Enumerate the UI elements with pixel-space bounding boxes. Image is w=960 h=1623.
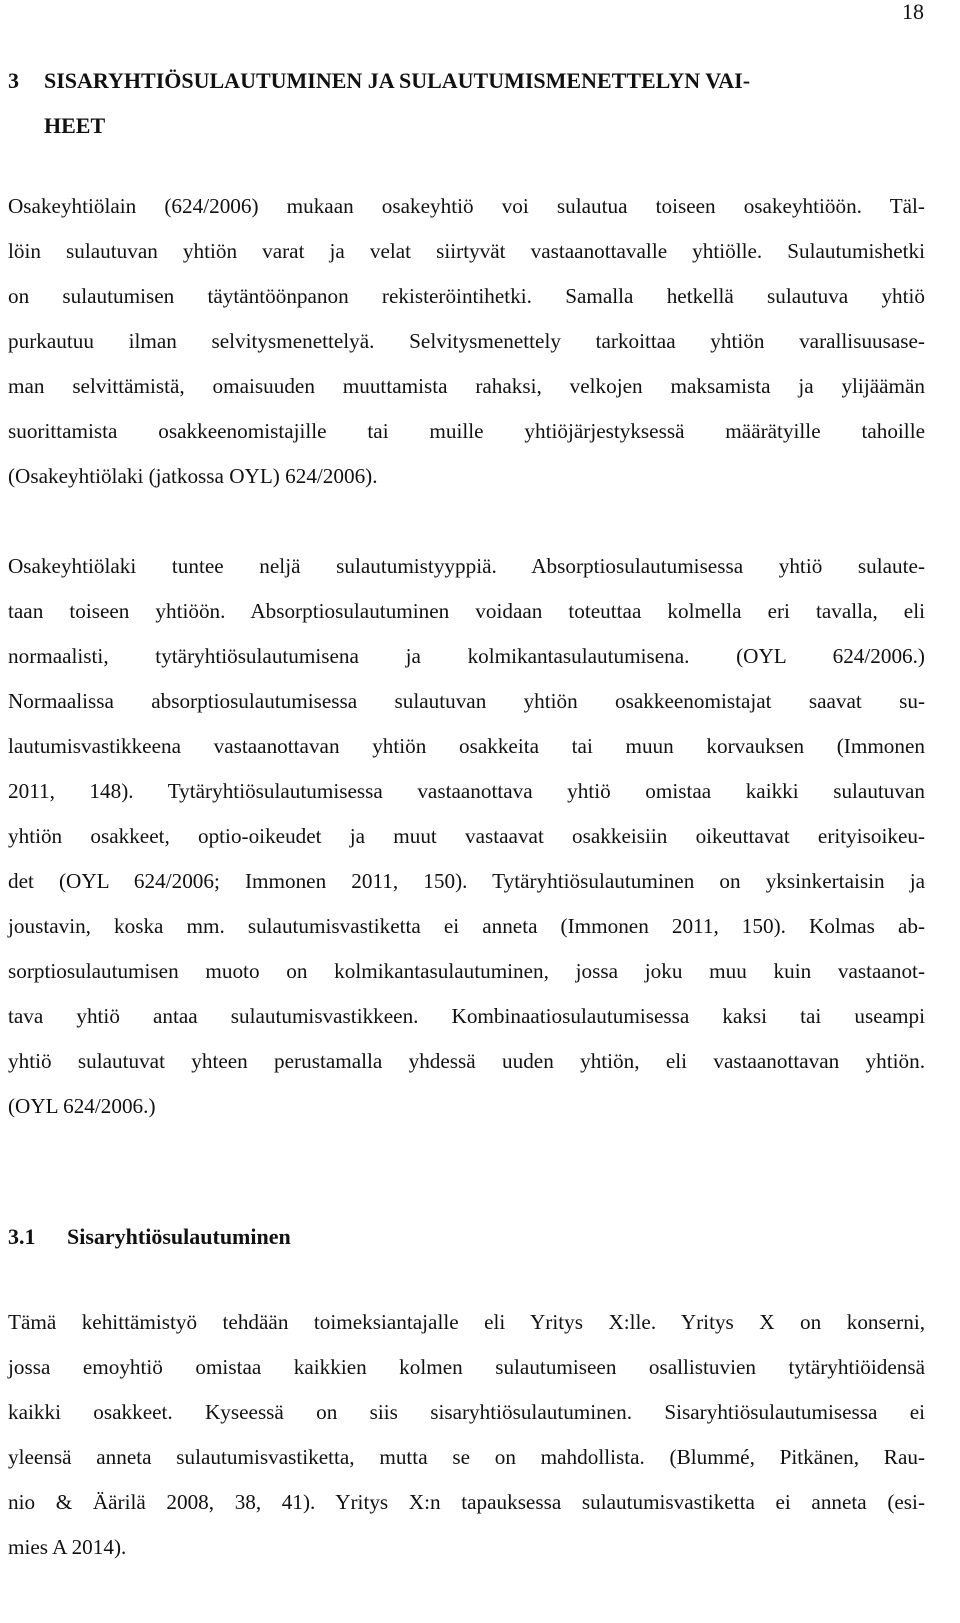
paragraph-line: (OYL 624/2006.) (8, 1094, 156, 1118)
paragraph-line: purkautuu ilman selvitysmenettelyä. Selvitysmenettely tarkoittaa yhtiön varallisuusase- (8, 329, 925, 353)
paragraph-line: 2011, 148). Tytäryhtiösulautumisessa vastaanottava yhtiö omistaa kaikki sulautuvan (8, 779, 925, 803)
paragraph-line: sorptiosulautumisen muoto on kolmikantasulautuminen, jossa joku muu kuin vastaanot- (8, 959, 925, 983)
paragraph-line: man selvittämistä, omaisuuden muuttamista rahaksi, velkojen maksamista ja ylijäämän (8, 374, 925, 398)
paragraph-line: yhtiön osakkeet, optio-oikeudet ja muut vastaavat osakkeisiin oikeuttavat erityisoikeu- (8, 824, 925, 848)
paragraph-line: Osakeyhtiölain (624/2006) mukaan osakeyhtiö voi sulautua toiseen osakeyhtiöön. Täl- (8, 194, 925, 218)
chapter-title-line-1: SISARYHTIÖSULAUTUMINEN JA SULAUTUMISMENETTELYN VAI- (44, 68, 751, 93)
paragraph-line: taan toiseen yhtiöön. Absorptiosulautuminen voidaan toteuttaa kolmella eri tavalla, eli (8, 599, 925, 623)
chapter-title-line-2: HEET (44, 113, 106, 138)
paragraph-merger-types (8, 544, 925, 1129)
paragraph-line: (Osakeyhtiölaki (jatkossa OYL) 624/2006). (8, 464, 378, 488)
paragraph-line: nio & Äärilä 2008, 38, 41). Yritys X:n tapauksessa sulautumisvastiketta ei anneta (esi- (8, 1490, 925, 1514)
paragraph-line: lautumisvastikkeena vastaanottavan yhtiön osakkeita tai muun korvauksen (Immonen (8, 734, 925, 758)
paragraph-line: Normaalissa absorptiosulautumisessa sulautuvan yhtiön osakkeenomistajat saavat su- (8, 689, 925, 713)
paragraph-line: yleensä anneta sulautumisvastiketta, mutta se on mahdollista. (Blummé, Pitkänen, Rau- (8, 1445, 925, 1469)
paragraph-merger-definition (8, 184, 925, 499)
chapter-heading (8, 58, 908, 148)
page-number: 18 (902, 0, 924, 24)
paragraph-line: joustavin, koska mm. sulautumisvastiketta ei anneta (Immonen 2011, 150). Kolmas ab- (8, 914, 925, 938)
paragraph-line: yhtiö sulautuvat yhteen perustamalla yhdessä uuden yhtiön, eli vastaanottavan yhtiön. (8, 1049, 925, 1073)
paragraph-line: normaalisti, tytäryhtiösulautumisena ja kolmikantasulautumisena. (OYL 624/2006.) (8, 644, 925, 668)
paragraph-sister-merger (8, 1300, 925, 1570)
paragraph-line: mies A 2014). (8, 1535, 127, 1559)
section-title: Sisaryhtiösulautuminen (67, 1224, 291, 1249)
chapter-number: 3 (8, 68, 19, 93)
paragraph-line: suorittamista osakkeenomistajille tai muille yhtiöjärjestyksessä määrätyille tahoille (8, 419, 925, 443)
paragraph-line: tava yhtiö antaa sulautumisvastikkeen. Kombinaatiosulautumisessa kaksi tai useampi (8, 1004, 925, 1028)
section-heading (8, 1222, 291, 1252)
paragraph-line: on sulautumisen täytäntöönpanon rekisteröintihetki. Samalla hetkellä sulautuva yhtiö (8, 284, 925, 308)
section-number: 3.1 (8, 1224, 36, 1249)
paragraph-line: det (OYL 624/2006; Immonen 2011, 150). Tytäryhtiösulautuminen on yksinkertaisin ja (8, 869, 925, 893)
paragraph-line: Osakeyhtiölaki tuntee neljä sulautumistyyppiä. Absorptiosulautumisessa yhtiö sulaute- (8, 554, 925, 578)
paragraph-line: Tämä kehittämistyö tehdään toimeksiantajalle eli Yritys X:lle. Yritys X on konserni, (8, 1310, 925, 1334)
chapter-heading-line-1 (8, 58, 908, 103)
paragraph-line: löin sulautuvan yhtiön varat ja velat siirtyvät vastaanottavalle yhtiölle. Sulautumishetki (8, 239, 925, 263)
paragraph-line: jossa emoyhtiö omistaa kaikkien kolmen sulautumiseen osallistuvien tytäryhtiöidensä (8, 1355, 925, 1379)
paragraph-line: kaikki osakkeet. Kyseessä on siis sisaryhtiösulautuminen. Sisaryhtiösulautumisessa ei (8, 1400, 925, 1424)
